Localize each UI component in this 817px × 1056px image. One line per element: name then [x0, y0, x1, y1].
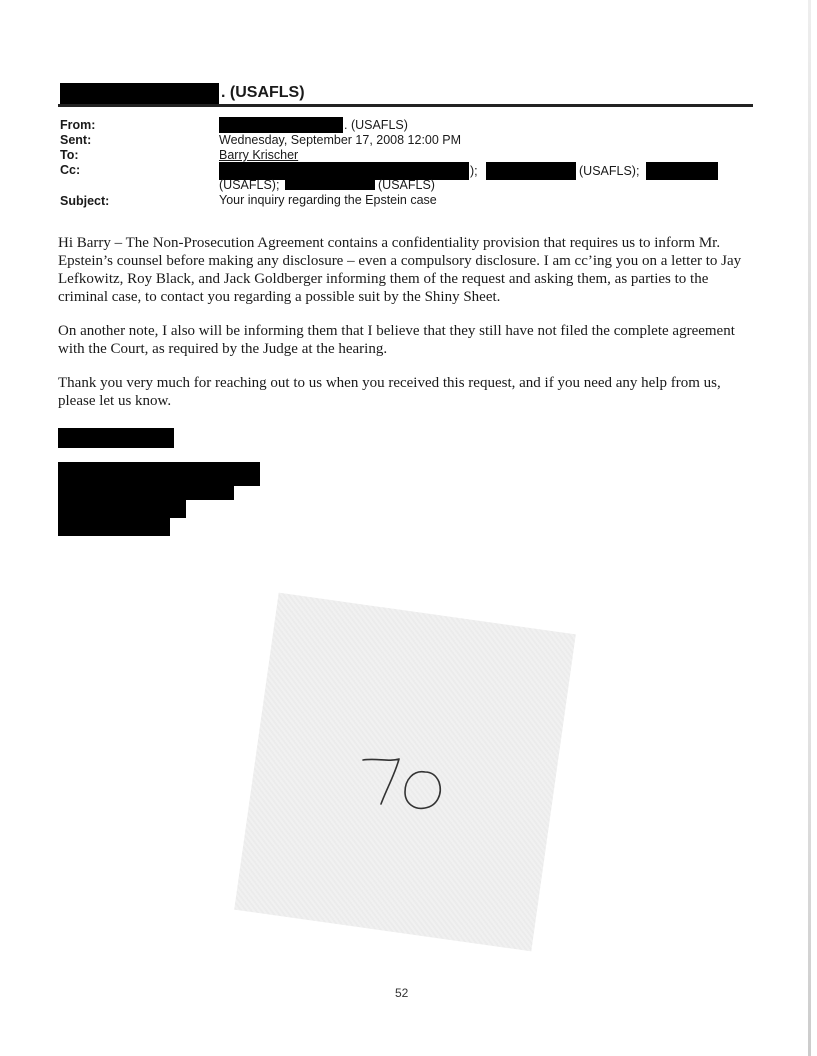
redacted-cc-4 [285, 176, 375, 190]
subject-label: Subject: [60, 194, 110, 208]
from-label: From: [60, 118, 96, 132]
redacted-signature-block-3 [58, 500, 186, 518]
redacted-from-name [219, 117, 343, 133]
body-paragraph-2: On another note, I also will be informing them that I believe that they still have not filed the complete agreement with the Court, as required by the Judge at the hearing. [58, 323, 735, 357]
cc-usafls-3: (USAFLS) [378, 178, 435, 192]
cc-usafls-1: (USAFLS); [579, 164, 640, 178]
from-value-suffix: . (USAFLS) [344, 118, 408, 132]
scan-edge [808, 0, 811, 1056]
page-number: 52 [395, 986, 409, 1000]
sent-label: Sent: [60, 133, 92, 147]
cc-separator: ); [470, 164, 478, 178]
to-label: To: [60, 148, 79, 162]
header-rule [58, 104, 753, 107]
redacted-signature-block-4 [58, 518, 170, 536]
header-title: . (USAFLS) [221, 84, 305, 101]
redacted-cc-3 [646, 162, 718, 180]
body-paragraph-3: Thank you very much for reaching out to us when you received this request, and if you need any help from us, please let us know. [58, 375, 721, 409]
to-value: Barry Krischer [219, 148, 299, 162]
redacted-signature-block-2 [58, 486, 234, 500]
redacted-sender-name-header [60, 83, 219, 104]
sticky-note [234, 593, 576, 952]
cc-label: Cc: [60, 163, 81, 177]
sent-value: Wednesday, September 17, 2008 12:00 PM [219, 133, 462, 147]
redacted-signature-block-1 [58, 462, 260, 486]
subject-value: Your inquiry regarding the Epstein case [219, 193, 437, 207]
email-body [58, 234, 758, 426]
redacted-signature-name [58, 428, 174, 448]
body-paragraph-1: Hi Barry – The Non-Prosecution Agreement contains a confidentiality provision that requires us to inform Mr. Epstein’s counsel before making any disclosure – even a compulsory disclosure. I am cc’ing you on a letter to Jay Lefkowitz, Roy Black, and Jack Goldberger informing them of the request and asking them, as parties to the criminal case, to contact you regarding a possible suit by the Shiny Sheet. [58, 235, 742, 305]
redacted-cc-2 [486, 162, 576, 180]
handwritten-number-70 [234, 593, 576, 952]
cc-usafls-2: (USAFLS); [219, 178, 280, 192]
